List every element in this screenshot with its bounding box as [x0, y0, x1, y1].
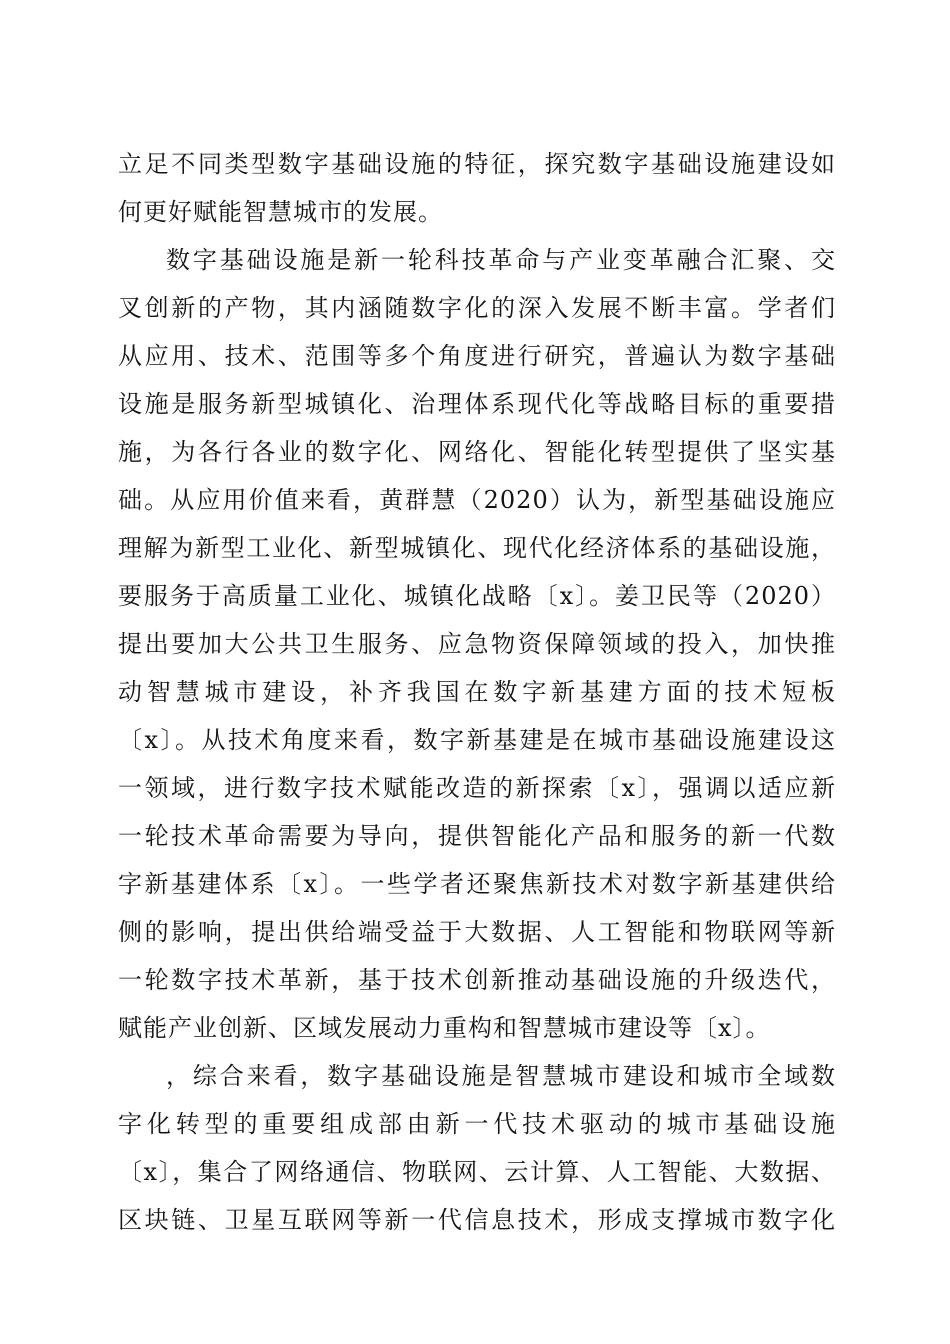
text-line: 赋能产业创新、区域发展动力重构和智慧城市建设等〔x〕。	[118, 1014, 771, 1042]
text-line: 〔x〕，集合了网络通信、物联网、云计算、人工智能、大数据、	[118, 1158, 836, 1186]
text-line: 侧的影响，提出供给端受益于大数据、人工智能和物联网等新	[118, 918, 836, 946]
text-line: 叉创新的产物，其内涵随数字化的深入发展不断丰富。学者们	[118, 294, 836, 322]
text-line: 从应用、技术、范围等多个角度进行研究，普遍认为数字基础	[118, 342, 836, 370]
text-line: 施，为各行各业的数字化、网络化、智能化转型提供了坚实基	[118, 438, 836, 466]
text-line: 设施是服务新型城镇化、治理体系现代化等战略目标的重要措	[118, 390, 836, 418]
text-line: 理解为新型工业化、新型城镇化、现代化经济体系的基础设施，	[118, 534, 836, 562]
text-line: 要服务于高质量工业化、城镇化战略〔x〕。姜卫民等（2020）	[118, 582, 836, 610]
text-line: 区块链、卫星互联网等新一代信息技术，形成支撑城市数字化	[118, 1206, 836, 1234]
paragraph-2	[118, 236, 836, 1052]
text-line: 数字基础设施是新一轮科技革命与产业变革融合汇聚、交	[166, 246, 836, 274]
paragraph-3	[118, 1052, 836, 1244]
text-line: 字新基建体系〔x〕。一些学者还聚焦新技术对数字新基建供给	[118, 870, 836, 898]
text-line: 础。从应用价值来看，黄群慧（2020）认为，新型基础设施应	[118, 486, 836, 514]
paragraph-1	[118, 140, 836, 236]
text-line: 字化转型的重要组成部由新一代技术驱动的城市基础设施	[118, 1110, 836, 1138]
text-line: 〔x〕。从技术角度来看，数字新基建是在城市基础设施建设这	[118, 726, 836, 754]
text-line: ，综合来看，数字基础设施是智慧城市建设和城市全域数	[166, 1062, 836, 1090]
text-line: 一轮技术革命需要为导向，提供智能化产品和服务的新一代数	[118, 822, 836, 850]
body-text	[118, 140, 836, 1244]
text-line: 提出要加大公共卫生服务、应急物资保障领域的投入，加快推	[118, 630, 836, 658]
text-line: 动智慧城市建设，补齐我国在数字新基建方面的技术短板	[118, 678, 836, 706]
text-line: 一轮数字技术革新，基于技术创新推动基础设施的升级迭代，	[118, 966, 836, 994]
text-line: 一领域，进行数字技术赋能改造的新探索〔x〕，强调以适应新	[118, 774, 836, 802]
text-line: 何更好赋能智慧城市的发展。	[118, 198, 443, 226]
text-line: 立足不同类型数字基础设施的特征，探究数字基础设施建设如	[118, 150, 836, 178]
